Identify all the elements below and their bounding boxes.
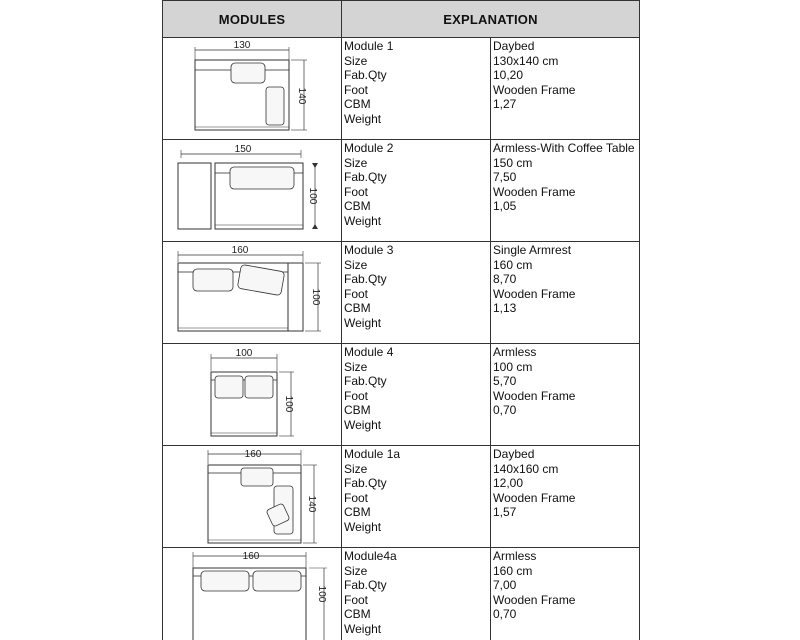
- module-name: Module4a: [344, 549, 397, 563]
- table-row: [163, 344, 640, 446]
- weight-value: [493, 316, 639, 331]
- size-label: Size: [344, 563, 368, 578]
- fab-qty-value: 7,50: [493, 170, 517, 185]
- cbm-label: CBM: [344, 301, 371, 316]
- depth-dimension-label: 140: [306, 495, 317, 513]
- foot-value: Wooden Frame: [493, 490, 576, 505]
- module-name: Module 3: [344, 243, 394, 257]
- field-label-cell: [342, 446, 491, 548]
- module-type: Daybed: [493, 39, 535, 53]
- width-dimension-label: 160: [231, 245, 249, 256]
- cbm-label: CBM: [344, 199, 371, 214]
- foot-value: Wooden Frame: [493, 184, 576, 199]
- module-drawing-cell: [163, 242, 342, 344]
- weight-label: Weight: [344, 621, 382, 636]
- module-name: Module 1a: [344, 447, 401, 461]
- fab-qty-value: 7,00: [493, 578, 517, 593]
- daybed-1a-plan-drawing: [163, 446, 341, 547]
- field-value-cell: [491, 344, 640, 446]
- cbm-value: 0,70: [493, 403, 517, 418]
- module-type: Armless: [493, 345, 537, 359]
- fab-qty-label: Fab.Qty: [344, 578, 387, 593]
- explanation-column-header: EXPLANATION: [342, 1, 640, 38]
- cbm-label: CBM: [344, 505, 371, 520]
- field-label-cell: [342, 140, 491, 242]
- field-value-cell: [491, 242, 640, 344]
- width-dimension-label: 160: [242, 551, 260, 562]
- field-label-cell: [342, 548, 491, 640]
- depth-dimension-label: 100: [283, 395, 294, 413]
- size-value: 140x160 cm: [493, 461, 559, 476]
- modules-column-header: MODULES: [163, 1, 342, 38]
- cbm-label: CBM: [344, 403, 371, 418]
- size-value: 100 cm: [493, 359, 533, 374]
- fab-qty-label: Fab.Qty: [344, 476, 387, 491]
- size-label: Size: [344, 155, 368, 170]
- size-value: 160 cm: [493, 257, 533, 272]
- single-armrest-plan-drawing: [163, 242, 341, 343]
- module-type: Single Armrest: [493, 243, 572, 257]
- armless-with-coffee-table-plan-drawing: [163, 140, 341, 241]
- table-row: [163, 548, 640, 640]
- armless-plan-drawing: [163, 344, 341, 445]
- weight-value: [493, 520, 639, 535]
- size-value: 130x140 cm: [493, 53, 559, 68]
- size-label: Size: [344, 359, 368, 374]
- weight-label: Weight: [344, 315, 382, 330]
- cbm-label: CBM: [344, 97, 371, 112]
- width-dimension-label: 130: [233, 40, 251, 51]
- foot-label: Foot: [344, 184, 369, 199]
- module-type: Daybed: [493, 447, 535, 461]
- module-name: Module 1: [344, 39, 394, 53]
- foot-label: Foot: [344, 286, 369, 301]
- field-value-cell: [491, 446, 640, 548]
- module-spec-sheet: [162, 0, 640, 640]
- foot-value: Wooden Frame: [493, 82, 576, 97]
- cbm-value: 1,13: [493, 301, 517, 316]
- depth-dimension-label: 140: [296, 87, 307, 105]
- fab-qty-value: 8,70: [493, 272, 517, 287]
- field-value-cell: [491, 140, 640, 242]
- width-dimension-label: 160: [244, 449, 262, 460]
- foot-value: Wooden Frame: [493, 592, 576, 607]
- module-name: Module 2: [344, 141, 394, 155]
- fab-qty-value: 10,20: [493, 68, 524, 83]
- cbm-label: CBM: [344, 607, 371, 622]
- field-label-cell: [342, 242, 491, 344]
- weight-value: [493, 214, 639, 229]
- weight-label: Weight: [344, 519, 382, 534]
- weight-label: Weight: [344, 111, 382, 126]
- module-drawing-cell: [163, 344, 342, 446]
- foot-value: Wooden Frame: [493, 388, 576, 403]
- module-table: [162, 0, 640, 640]
- field-label-cell: [342, 344, 491, 446]
- depth-dimension-label: 100: [307, 187, 318, 205]
- table-row: [163, 140, 640, 242]
- fab-qty-label: Fab.Qty: [344, 374, 387, 389]
- foot-label: Foot: [344, 388, 369, 403]
- module-drawing-cell: [163, 446, 342, 548]
- cbm-value: 1,27: [493, 97, 517, 112]
- foot-label: Foot: [344, 490, 369, 505]
- fab-qty-label: Fab.Qty: [344, 170, 387, 185]
- cbm-value: 1,05: [493, 199, 517, 214]
- module-type: Armless: [493, 549, 537, 563]
- field-label-cell: [342, 38, 491, 140]
- field-value-cell: [491, 548, 640, 640]
- size-label: Size: [344, 461, 368, 476]
- width-dimension-label: 100: [235, 348, 253, 359]
- size-label: Size: [344, 257, 368, 272]
- table-row: [163, 38, 640, 140]
- size-label: Size: [344, 53, 368, 68]
- module-drawing-cell: [163, 548, 342, 640]
- weight-label: Weight: [344, 213, 382, 228]
- size-value: 150 cm: [493, 155, 533, 170]
- module-name: Module 4: [344, 345, 394, 359]
- cbm-value: 0,70: [493, 607, 517, 622]
- module-drawing-cell: [163, 140, 342, 242]
- size-value: 160 cm: [493, 563, 533, 578]
- module-type: Armless-With Coffee Table: [493, 141, 635, 155]
- weight-label: Weight: [344, 417, 382, 432]
- foot-label: Foot: [344, 592, 369, 607]
- armless-4a-plan-drawing: [163, 548, 341, 640]
- module-drawing-cell: [163, 38, 342, 140]
- weight-value: [493, 112, 639, 127]
- weight-value: [493, 622, 639, 637]
- fab-qty-label: Fab.Qty: [344, 272, 387, 287]
- table-row: [163, 446, 640, 548]
- foot-label: Foot: [344, 82, 369, 97]
- cbm-value: 1,57: [493, 505, 517, 520]
- depth-dimension-label: 100: [310, 288, 321, 306]
- fab-qty-value: 5,70: [493, 374, 517, 389]
- daybed-plan-drawing: [163, 38, 341, 139]
- fab-qty-value: 12,00: [493, 476, 524, 491]
- table-row: [163, 242, 640, 344]
- foot-value: Wooden Frame: [493, 286, 576, 301]
- weight-value: [493, 418, 639, 433]
- field-value-cell: [491, 38, 640, 140]
- table-header-row: [163, 1, 640, 38]
- width-dimension-label: 150: [234, 144, 252, 155]
- fab-qty-label: Fab.Qty: [344, 68, 387, 83]
- depth-dimension-label: 100: [316, 585, 327, 603]
